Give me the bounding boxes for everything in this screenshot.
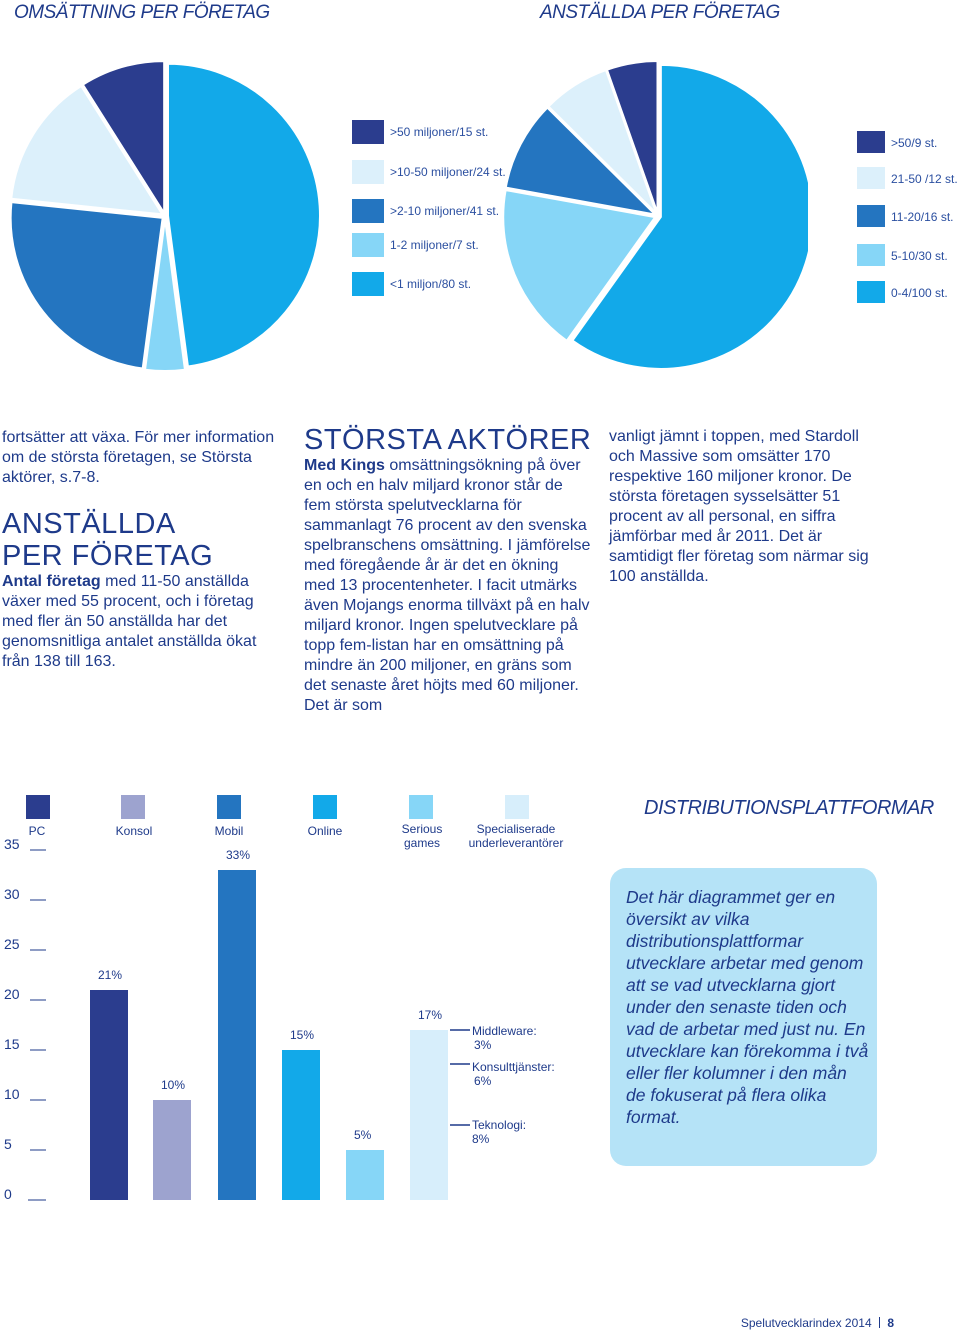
- breakdown-technology: [472, 1118, 526, 1146]
- breakdown-value: 8%: [472, 1132, 490, 1146]
- y-tick-label: 20: [4, 986, 20, 1002]
- paragraph-body: med 11-50 anställda växer med 55 procent, och i företag med fler än 50 anställda har det genomsnitliga antalet anställda ökat från 138 till 163.: [2, 573, 257, 670]
- breakdown-middleware: [472, 1024, 537, 1052]
- legend-swatch: [121, 795, 145, 819]
- distribution-chart-title: DISTRIBUTIONSPLATTFORMAR: [644, 797, 934, 819]
- legend-label: 5-10/30 st.: [891, 249, 948, 263]
- legend-label: <1 miljon/80 st.: [390, 277, 472, 291]
- footer-divider: [879, 1317, 880, 1328]
- legend-label: >10-50 miljoner/24 st.: [390, 165, 506, 179]
- legend-swatch: [352, 120, 384, 144]
- publication-name: Spelutvecklarindex 2014: [740, 1316, 872, 1330]
- chart-note-box: [610, 868, 877, 1166]
- employees-chart-title: ANSTÄLLDA PER FÖRETAG: [540, 2, 780, 23]
- y-tick-label: 35: [4, 836, 20, 852]
- legend-label: 11-20/16 st.: [891, 210, 954, 224]
- legend-label: 21-50 /12 st.: [891, 172, 958, 186]
- heading-line: ANSTÄLLDA: [2, 508, 176, 540]
- legend-swatch: [352, 160, 384, 184]
- legend-swatch: [352, 199, 384, 223]
- breakdown-label: Middleware:: [472, 1024, 537, 1038]
- lead-in: Antal företag: [2, 573, 101, 590]
- y-tick-label: 15: [4, 1036, 20, 1052]
- category-label: Serious games: [401, 822, 443, 850]
- legend-swatch: [857, 281, 885, 303]
- bar-value-label: 5%: [354, 1128, 372, 1142]
- bar: [153, 1100, 191, 1200]
- category-label: Specialiserade underleverantörer: [468, 822, 564, 850]
- y-tick-label: 5: [4, 1136, 12, 1152]
- section-heading-employees: [2, 508, 213, 572]
- pie-slice: [168, 64, 320, 367]
- bar-value-label: 17%: [418, 1008, 443, 1022]
- bar-value-label: 10%: [161, 1078, 186, 1092]
- employees-pie-chart: [478, 58, 808, 388]
- revenue-pie-chart: [0, 58, 330, 388]
- y-tick-label: 30: [4, 886, 20, 902]
- breakdown-connectors: [450, 1020, 474, 1140]
- category-label: PC: [28, 824, 46, 838]
- legend-swatch: [857, 244, 885, 266]
- legend-label: >50 miljoner/15 st.: [390, 125, 489, 139]
- lead-in: Med Kings: [304, 457, 385, 474]
- breakdown-label: Teknologi:: [472, 1118, 527, 1132]
- y-tick-label: 10: [4, 1086, 20, 1102]
- bar-value-label: 21%: [98, 968, 123, 982]
- category-label: Mobil: [214, 824, 244, 838]
- bar: [346, 1150, 384, 1200]
- legend-swatch: [352, 272, 384, 296]
- legend-swatch: [217, 795, 241, 819]
- bar: [410, 1030, 448, 1200]
- legend-swatch: [352, 233, 384, 257]
- pie-slice: [11, 202, 163, 368]
- revenue-chart-title: OMSÄTTNING PER FÖRETAG: [14, 2, 270, 23]
- chart-note-text: Det här diagrammet ger en översikt av vilka distributionsplattformar utvecklare arbetar med genom att se vad utvecklarna gjort under den senaste tiden och vad de arbetar med just nu. En utvecklare kan förekomma i två eller fler kolumner i den mån de fokuserat på flera olika format.: [626, 887, 869, 1127]
- category-label: Konsol: [115, 824, 153, 838]
- breakdown-consulting: [472, 1060, 555, 1088]
- legend-swatch: [26, 795, 50, 819]
- breakdown-value: 3%: [474, 1038, 492, 1052]
- breakdown-value: 6%: [474, 1074, 492, 1088]
- bar-value-label: 33%: [226, 848, 251, 862]
- category-label: Online: [307, 824, 343, 838]
- heading-line: PER FÖRETAG: [2, 540, 214, 572]
- col2-paragraph: [304, 456, 592, 716]
- col1-paragraph: [2, 572, 277, 672]
- page-number: 8: [887, 1316, 894, 1330]
- page-footer: [741, 1316, 894, 1330]
- breakdown-label: Konsulttjänster:: [472, 1060, 555, 1074]
- legend-swatch: [409, 795, 433, 819]
- col1-intro: fortsätter att växa. För mer information om de största företagen, se Största aktörer, s.7-8.: [2, 429, 275, 486]
- legend-swatch: [857, 205, 885, 227]
- bar: [90, 990, 128, 1200]
- paragraph-body: omsättningsökning på över en och en halv miljard kronor står de fem största spelutvecklarna för sammanlagt 76 procent av den svenska spelbranschens omsättning. I jämförelse med föregående år är det en ökning med 13 procentenheter. I facit utmärks även Mojangs enorma tillväxt på en halv miljard kronor. Ingen spelutvecklare på topp fem-listan har en omsättning på mindre än 200 miljoner, en gräns som det senaste året höjts med 60 miljoner. Det är som: [304, 457, 591, 714]
- bar-value-label: 15%: [290, 1028, 315, 1042]
- legend-label: >50/9 st.: [891, 136, 938, 150]
- bar: [282, 1050, 320, 1200]
- col3-paragraph: vanligt jämnt i toppen, med Stardoll och Massive som omsätter 170 respektive 160 miljoner kronor. De största företagen sysselsätter 51 procent av all personal, en siffra jämförbar med år 2011. Det är samtidigt fler företag som närmar sig 100 anställda.: [609, 428, 869, 585]
- legend-label: >2-10 miljoner/41 st.: [390, 204, 500, 218]
- y-tick-label: 0: [4, 1186, 12, 1202]
- bar: [218, 870, 256, 1200]
- legend-swatch: [505, 795, 529, 819]
- y-tick-label: 25: [4, 936, 20, 952]
- legend-label: 1-2 miljoner/7 st.: [390, 238, 479, 252]
- section-heading-largest-players: STÖRSTA AKTÖRER: [304, 424, 592, 456]
- legend-swatch: [857, 131, 885, 153]
- legend-label: 0-4/100 st.: [891, 286, 948, 300]
- legend-swatch: [313, 795, 337, 819]
- legend-swatch: [857, 167, 885, 189]
